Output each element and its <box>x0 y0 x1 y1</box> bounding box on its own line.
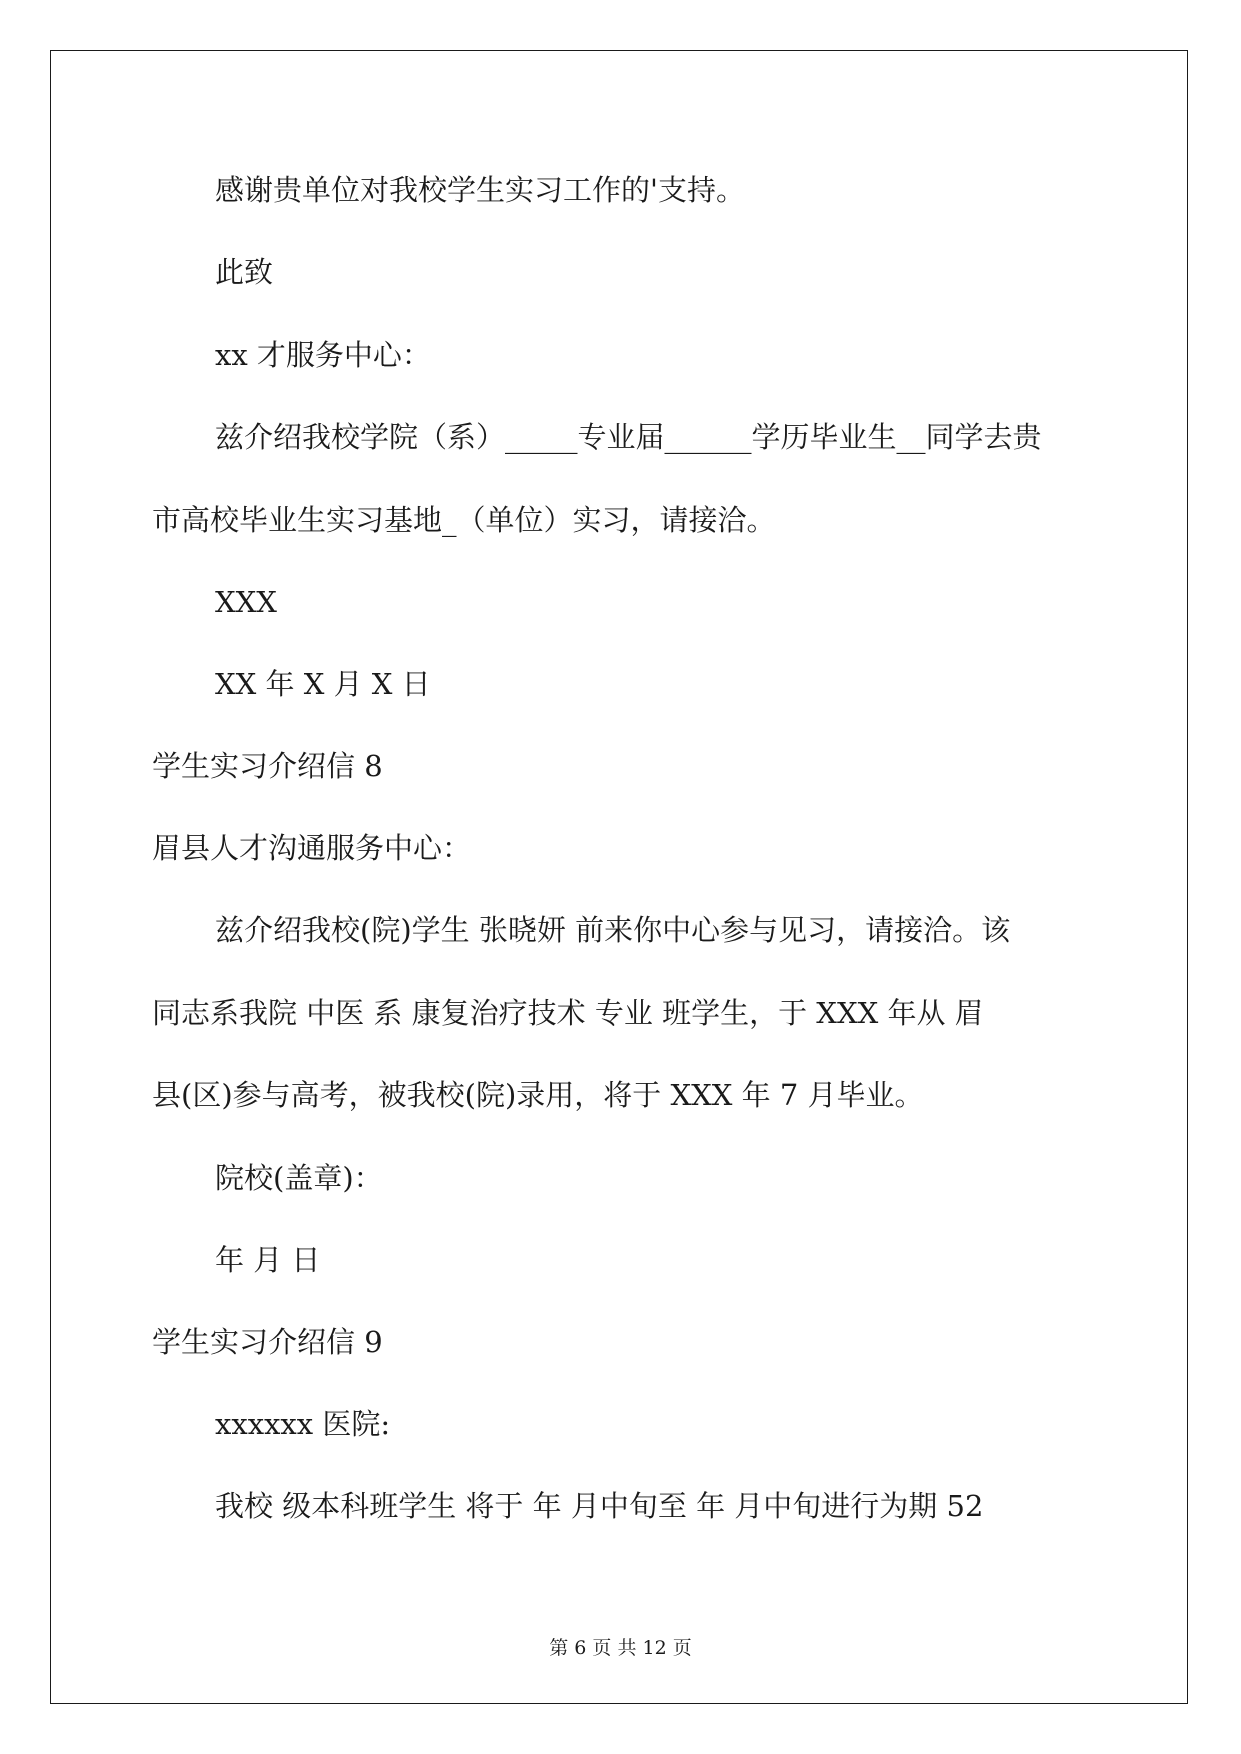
paragraph-body-line: 县(区)参与高考，被我校(院)录用，将于 XXX 年 7 月毕业。 <box>152 1078 924 1112</box>
paragraph-body-line: 市高校毕业生实习基地_（单位）实习，请接洽。 <box>152 503 776 537</box>
section-heading: 学生实习介绍信 8 <box>152 749 383 783</box>
paragraph-recipient: 眉县人才沟通服务中心： <box>152 831 472 865</box>
paragraph-salutation: 此致 <box>215 255 274 289</box>
paragraph-body-line: 兹介绍我校(院)学生 张晓妍 前来你中心参与见习，请接洽。该 <box>215 913 1011 947</box>
paragraph-body-line: 我校 级本科班学生 将于 年 月中旬至 年 月中旬进行为期 52 <box>215 1489 984 1523</box>
paragraph-signature: XXX <box>215 585 277 619</box>
section-heading: 学生实习介绍信 9 <box>152 1325 383 1359</box>
paragraph-thanks: 感谢贵单位对我校学生实习工作的'支持。 <box>215 173 745 207</box>
paragraph-date: 年 月 日 <box>215 1243 321 1277</box>
paragraph-recipient: xx 才服务中心： <box>215 338 431 372</box>
paragraph-recipient: xxxxxx 医院: <box>215 1407 391 1441</box>
paragraph-date: XX 年 X 月 X 日 <box>215 667 431 701</box>
page-number-footer: 第 6 页 共 12 页 <box>549 1637 692 1659</box>
paragraph-body-line: 兹介绍我校学院（系）_____专业届______学历毕业生__同学去贵 <box>215 420 1042 454</box>
page-border <box>50 50 1188 1704</box>
paragraph-body-line: 同志系我院 中医 系 康复治疗技术 专业 班学生，于 XXX 年从 眉 <box>152 996 984 1030</box>
paragraph-seal: 院校(盖章)： <box>215 1161 383 1195</box>
